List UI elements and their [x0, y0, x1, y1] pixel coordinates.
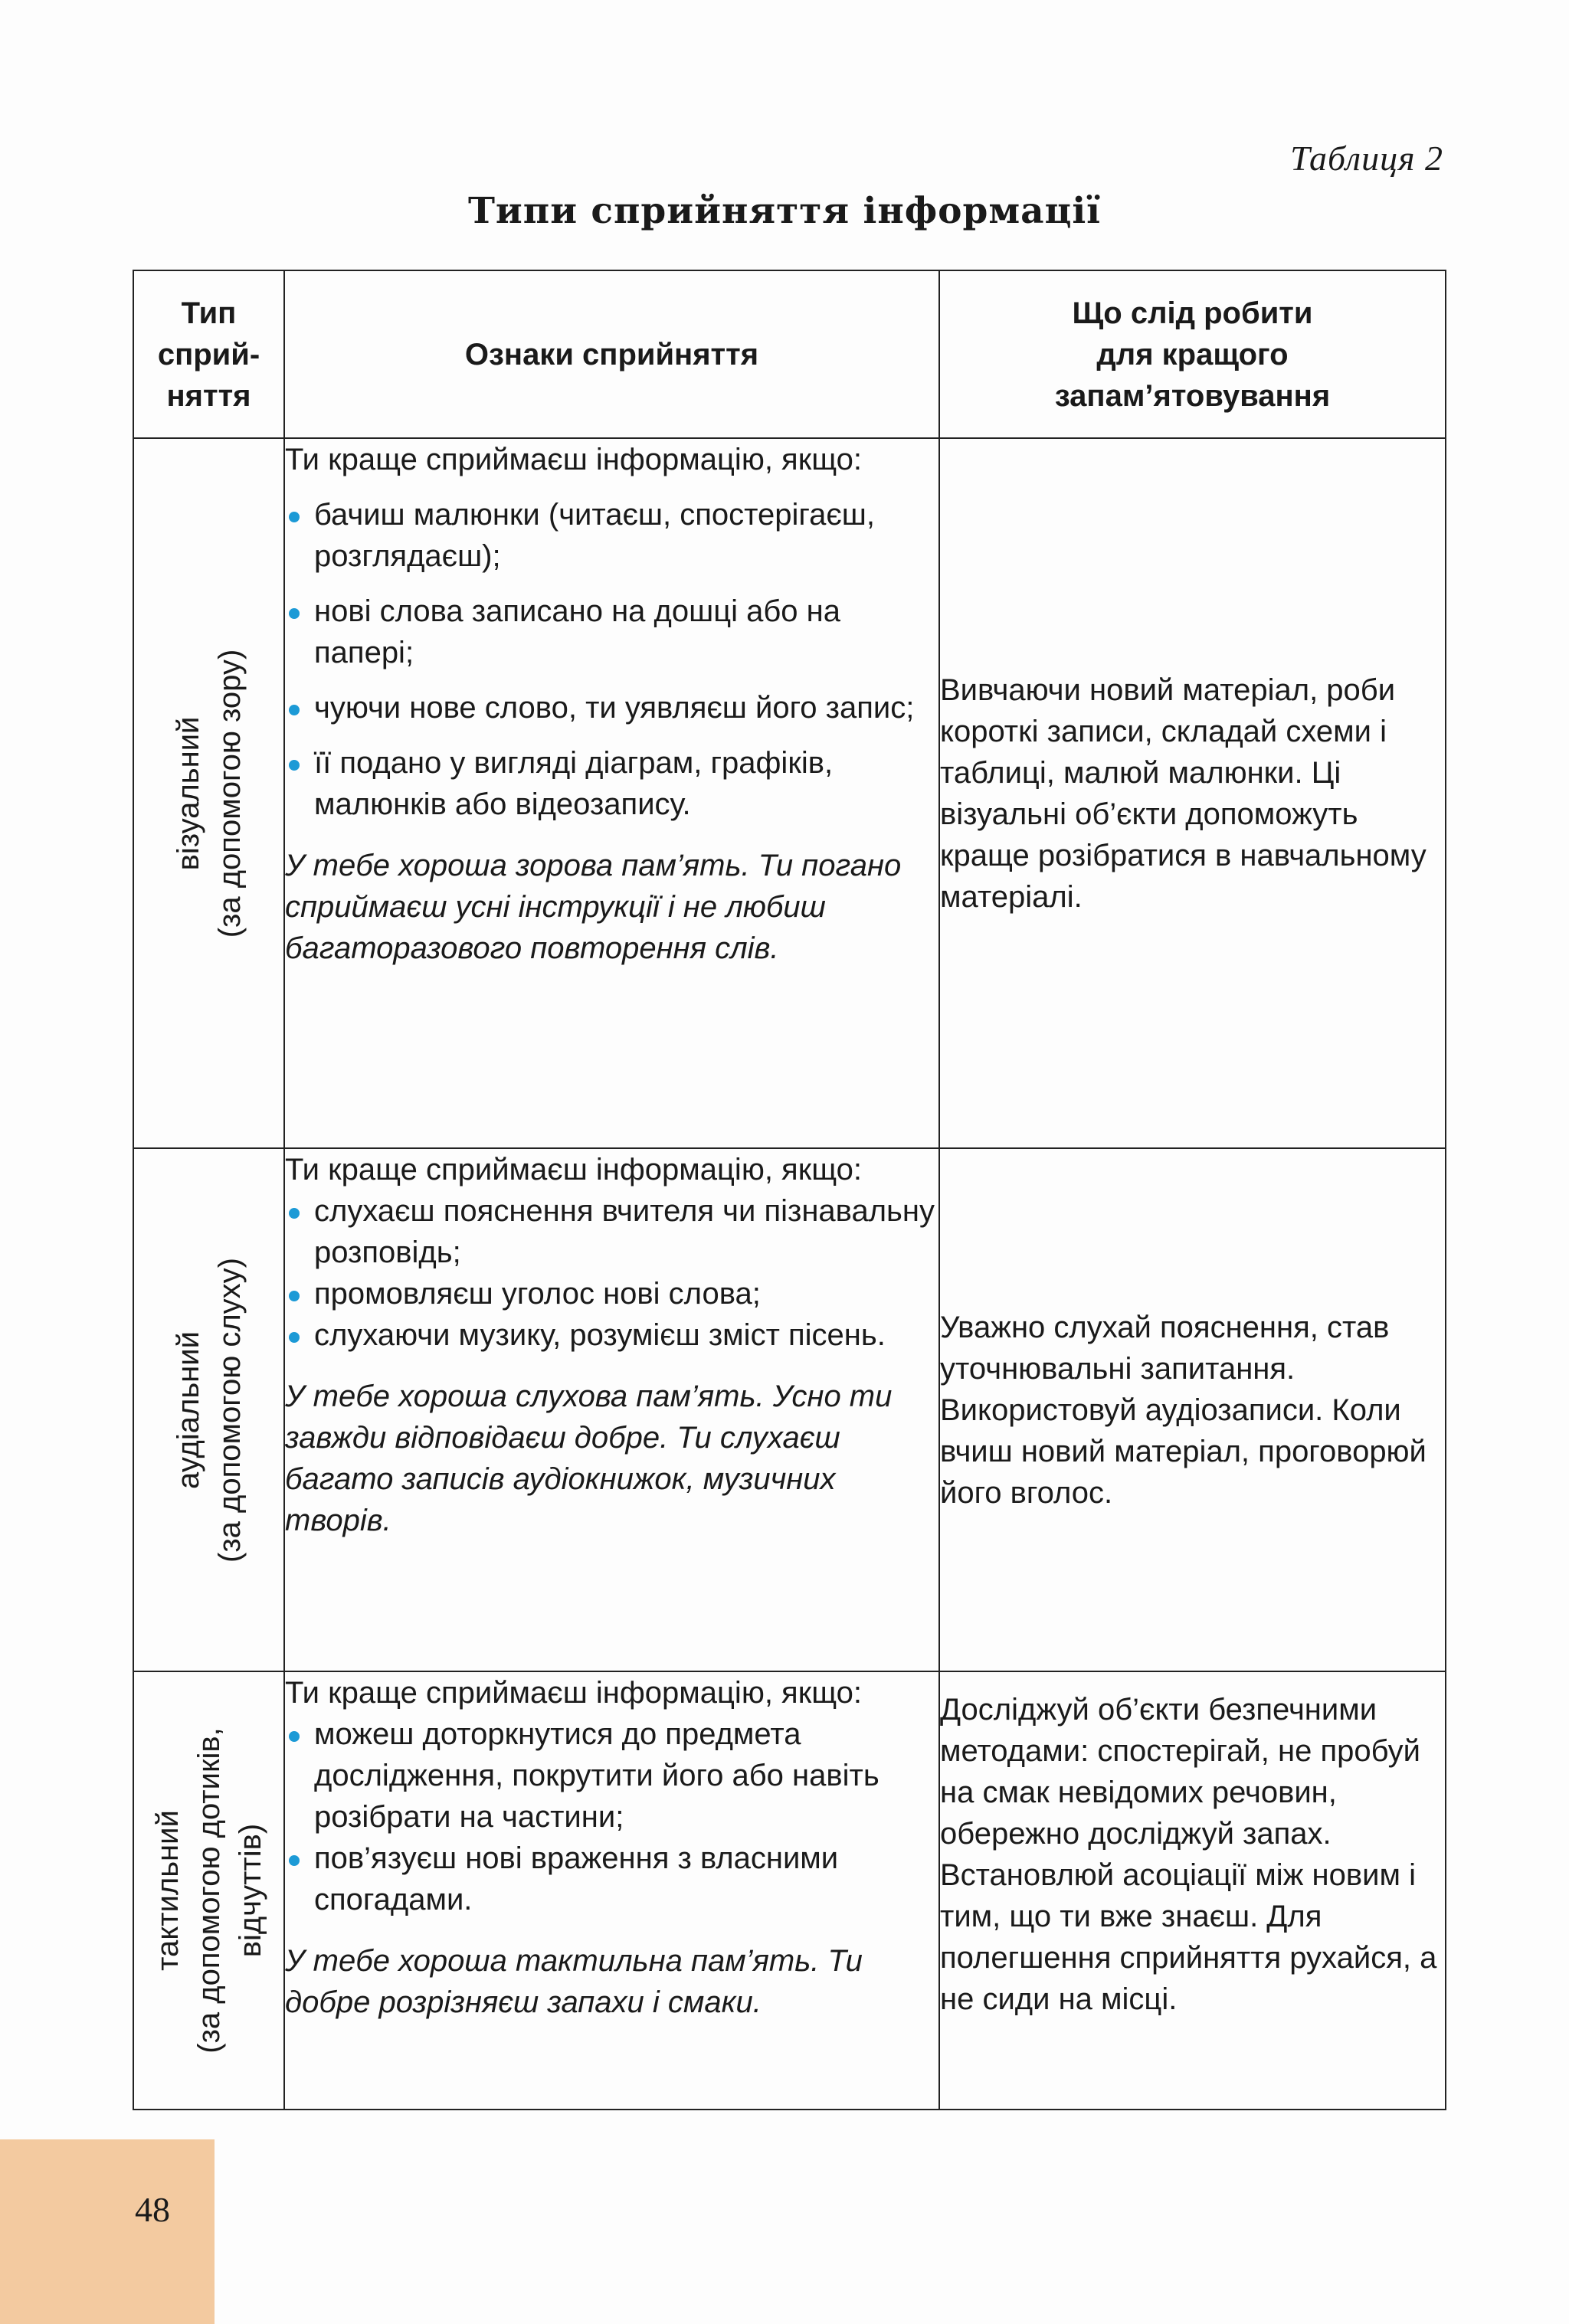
- signs-summary: У тебе хороша слухова пам’ять. Усно ти завжди відповідаєш добре. Ти слухаєш багато записів аудіокнижок, музичних творів.: [285, 1380, 893, 1537]
- type-cell: [133, 438, 284, 1148]
- type-cell: [133, 1148, 284, 1671]
- signs-cell: [284, 1671, 939, 2110]
- table-title: Типи сприйняття інформації: [467, 190, 1102, 232]
- signs-intro: Ти краще сприймаєш інформацію, якщо:: [285, 1153, 863, 1187]
- advice-cell: Вивчаючи новий матеріал, роби короткі записи, складай схеми і таблиці, малюй малюнки. Ці візуальні об’єкти допоможуть краще розібратися в навчальному матеріалі.: [939, 438, 1446, 1148]
- signs-cell: [284, 1148, 939, 1671]
- type-method: відчуттів): [233, 1823, 267, 1958]
- list-item: можеш доторкнутися до предмета дослідження, покрутити його або навіть розібрати на частини;: [285, 1714, 938, 1838]
- signs-list: [285, 494, 938, 825]
- list-item: слухаєш пояснення вчителя чи пізнавальну розповідь;: [285, 1190, 938, 1273]
- table-row-visual: [133, 438, 1446, 1148]
- table-label: Таблиця 2: [1290, 139, 1443, 178]
- advice-cell: Досліджуй об’єкти безпечними методами: спостерігай, не пробуй на смак невідомих речовин, обережно досліджуй запах. Встановлюй асоціації між новим і тим, що ти вже знаєш. Для полегшення сприйняття рухайся, а не сиди на місці.: [939, 1671, 1446, 2110]
- type-label-rotated: [168, 1258, 251, 1563]
- header-advice-line: запам’ятовування: [1054, 378, 1331, 413]
- header-advice-line: Що слід робити: [1072, 296, 1313, 330]
- type-method: (за допомогою дотиків,: [192, 1727, 226, 2054]
- table-row-tactile: [133, 1671, 1446, 2110]
- perception-types-table: [133, 270, 1446, 2110]
- type-method: (за допомогою зору): [212, 649, 247, 938]
- signs-summary: У тебе хороша зорова пам’ять. Ти погано сприймаєш усні інструкції і не любиш багаторазового повторення слів.: [285, 849, 902, 965]
- list-item: промовляєш уголос нові слова;: [285, 1273, 938, 1314]
- type-name: візуальний: [171, 716, 205, 870]
- header-type-line: сприй-: [157, 337, 260, 372]
- table-row-audio: [133, 1148, 1446, 1671]
- header-signs: Ознаки сприйняття: [284, 270, 939, 438]
- list-item: пов’язуєш нові враження з власними спогадами.: [285, 1838, 938, 1920]
- list-item: бачиш малюнки (читаєш, спостерігаєш, розглядаєш);: [285, 494, 938, 577]
- table-header-row: [133, 270, 1446, 438]
- type-name: аудіальний: [171, 1331, 205, 1489]
- header-advice-line: для кращого: [1096, 337, 1289, 372]
- page-number-box: [0, 2139, 215, 2324]
- signs-intro: Ти краще сприймаєш інформацію, якщо:: [285, 443, 863, 476]
- signs-summary: У тебе хороша тактильна пам’ять. Ти добре розрізняєш запахи і смаки.: [285, 1944, 863, 2019]
- type-label-rotated: [168, 649, 251, 938]
- header-type-line: няття: [166, 378, 251, 413]
- type-label-rotated: [147, 1727, 271, 2053]
- signs-intro: Ти краще сприймаєш інформацію, якщо:: [285, 1676, 863, 1710]
- type-name: тактильний: [150, 1810, 185, 1971]
- header-type: [133, 270, 284, 438]
- type-cell: [133, 1671, 284, 2110]
- list-item: слухаючи музику, розумієш зміст пісень.: [285, 1314, 938, 1356]
- header-advice: [939, 270, 1446, 438]
- list-item: чуючи нове слово, ти уявляєш його запис;: [285, 687, 938, 728]
- list-item: її подано у вигляді діаграм, графіків, малюнків або відеозапису.: [285, 742, 938, 825]
- page-number: 48: [135, 2190, 170, 2229]
- signs-list: [285, 1714, 938, 1920]
- header-type-line: Тип: [181, 296, 237, 330]
- advice-cell: Уважно слухай пояснення, став уточнювальні запитання. Використовуй аудіозаписи. Коли вчиш новий матеріал, проговорюй його вголос.: [939, 1148, 1446, 1671]
- type-method: (за допомогою слуху): [212, 1257, 247, 1563]
- signs-list: [285, 1190, 938, 1356]
- signs-cell: [284, 438, 939, 1148]
- list-item: нові слова записано на дошці або на папері;: [285, 591, 938, 673]
